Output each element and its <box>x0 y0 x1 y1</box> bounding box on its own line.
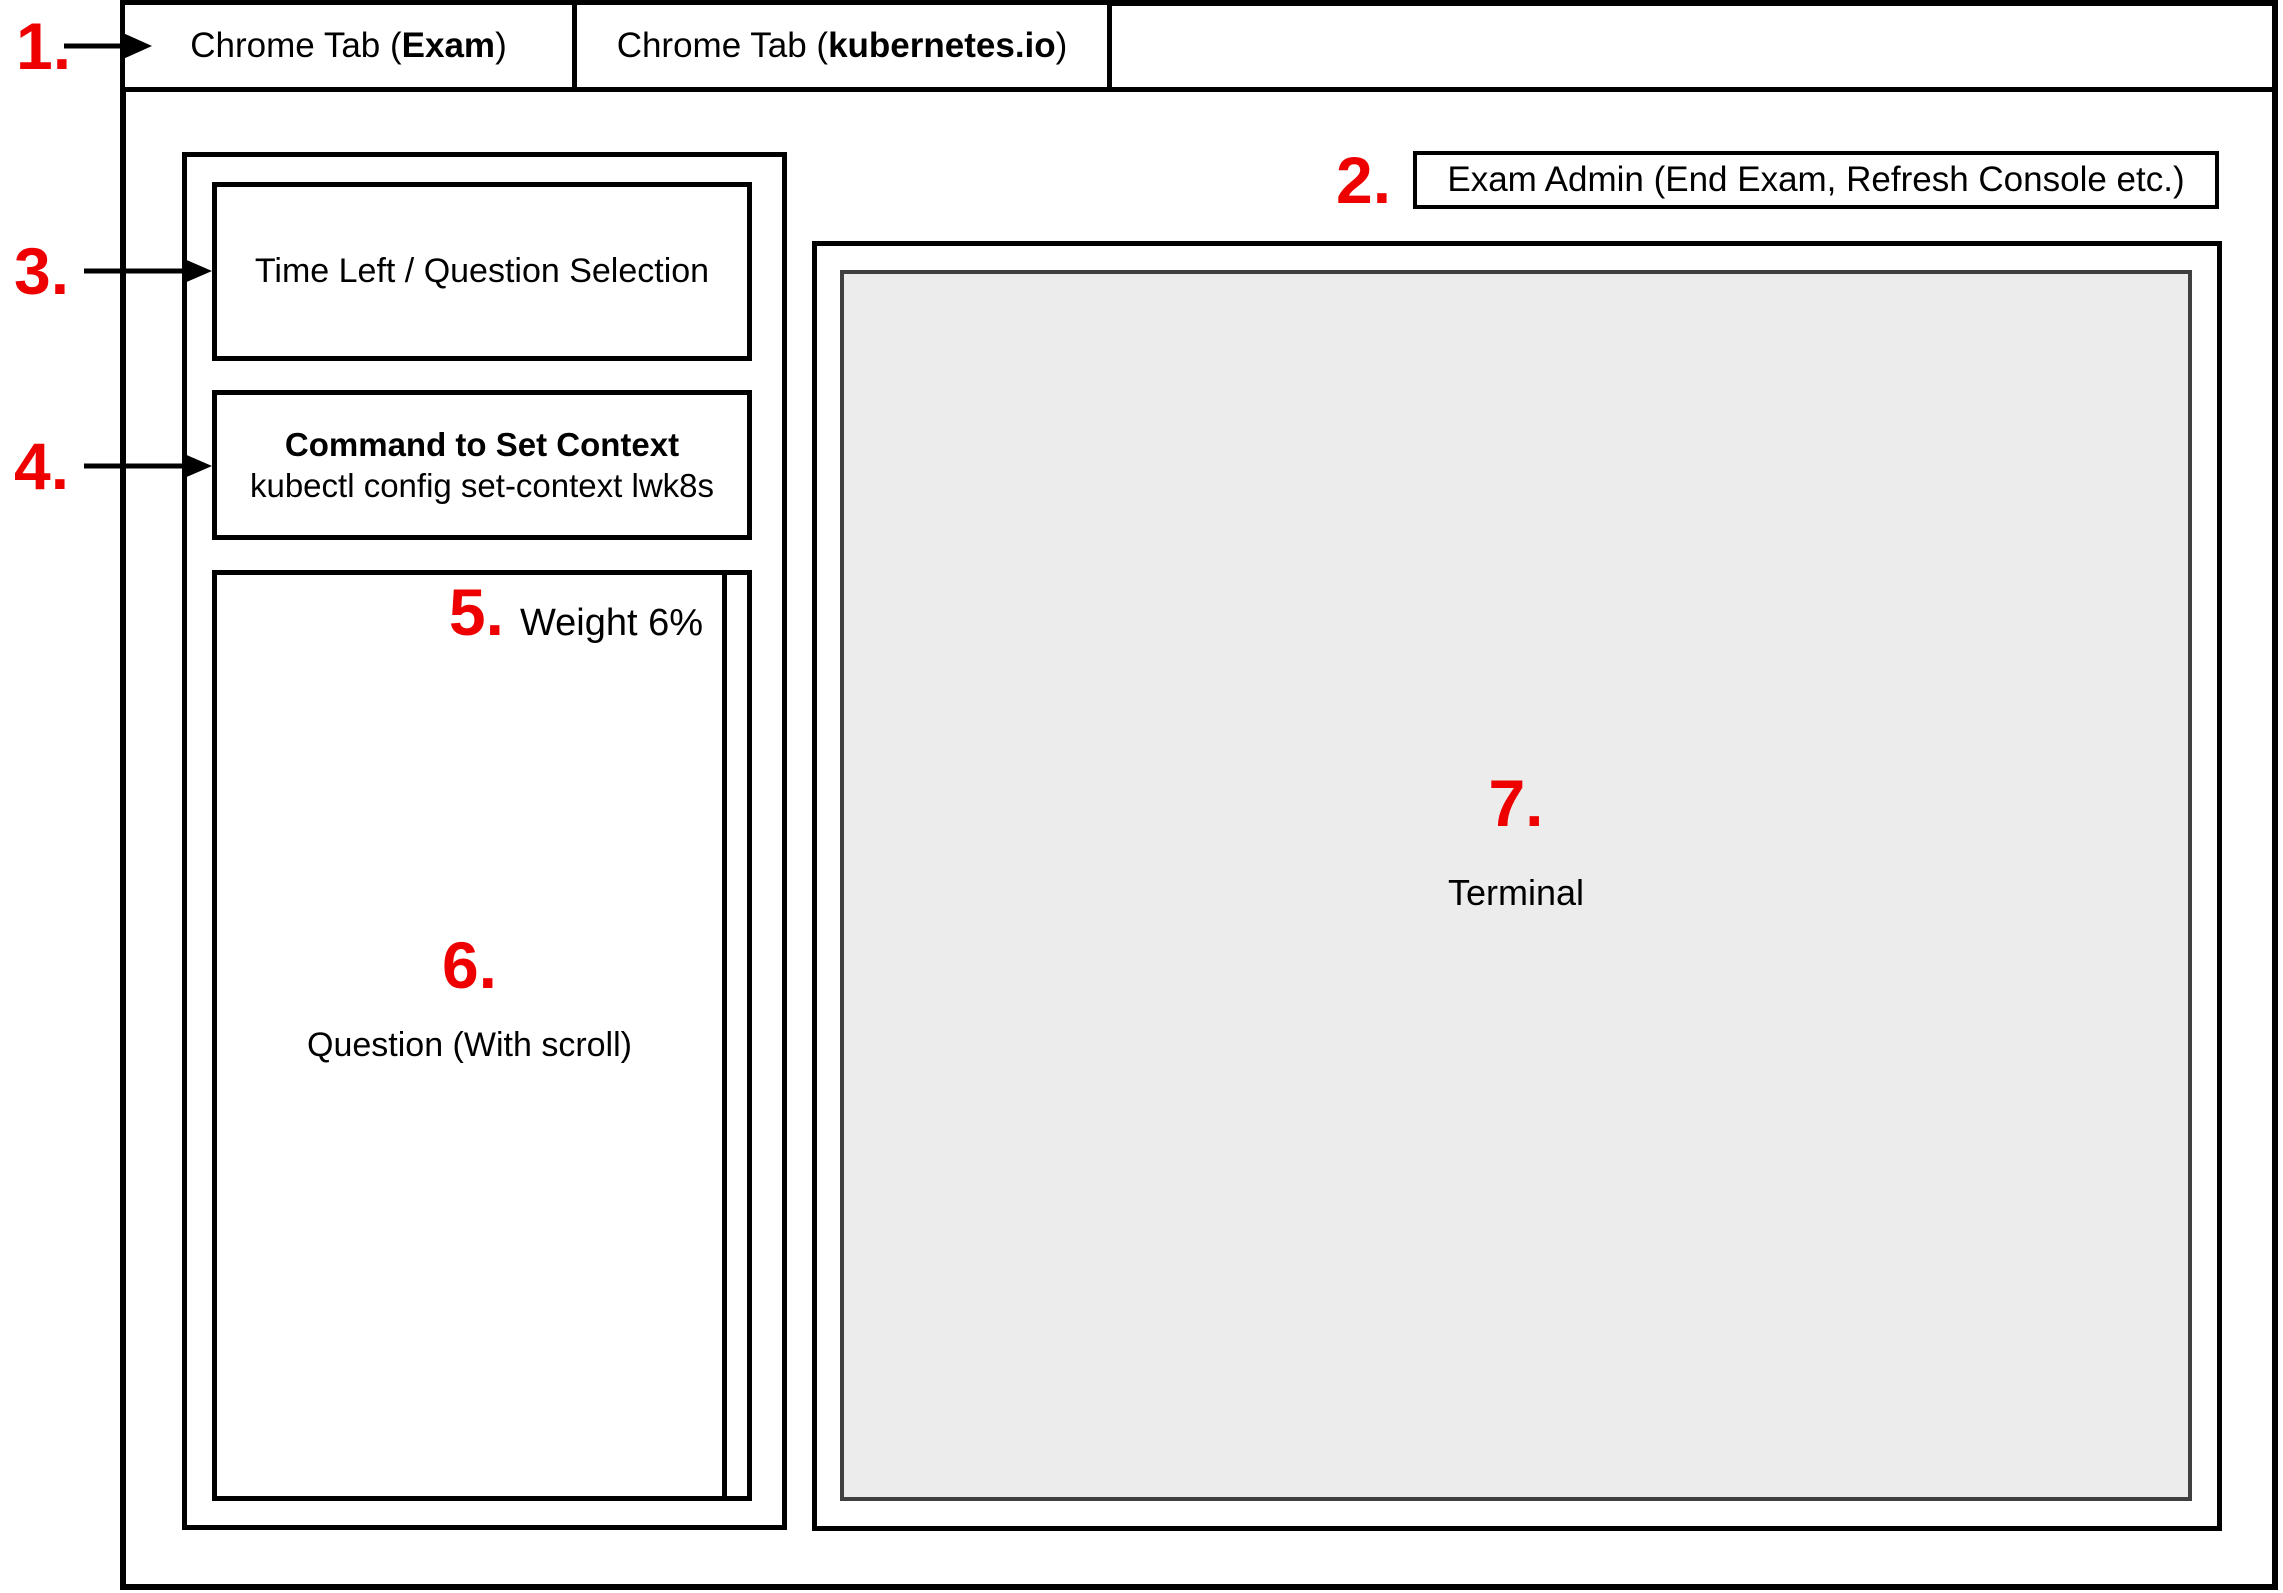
question-label: Question (With scroll) <box>307 1026 632 1064</box>
question-weight-label: Weight 6% <box>519 602 703 644</box>
terminal-area <box>840 270 2192 1501</box>
set-context-command-title: Command to Set Context <box>284 425 680 463</box>
arrow-3 <box>84 256 212 286</box>
arrow-1 <box>64 31 152 61</box>
annotation-number-1: 1. <box>16 9 72 83</box>
question-center-group <box>217 538 722 1459</box>
chrome-tab-exam <box>120 0 577 92</box>
annotation-number-7: 7. <box>1488 765 1544 840</box>
annotation-number-4: 4. <box>14 429 70 503</box>
annotation-number-2: 2. <box>1336 143 1392 217</box>
question-box <box>212 570 752 1501</box>
time-left-box <box>212 182 752 361</box>
exam-admin-box <box>1413 151 2219 209</box>
chrome-tab-kubernetes <box>577 0 1112 92</box>
annotation-number-5: 5. <box>448 575 504 649</box>
terminal-center-group <box>1447 765 1585 914</box>
annotation-number-3: 3. <box>14 234 70 308</box>
chrome-tab-exam-label: Chrome Tab (Exam) <box>190 26 507 65</box>
terminal-label: Terminal <box>1447 871 1585 913</box>
set-context-command-text: kubectl config set-context lwk8s <box>249 467 715 504</box>
question-scrollbar <box>722 575 727 1496</box>
chrome-tab-kubernetes-label: Chrome Tab (kubernetes.io) <box>616 26 1068 65</box>
set-context-command-box <box>212 390 752 540</box>
arrow-4 <box>84 451 212 481</box>
annotation-number-6: 6. <box>441 928 498 1002</box>
exam-admin-label: Exam Admin (End Exam, Refresh Console etc.) <box>1447 160 2185 199</box>
time-left-label: Time Left / Question Selection <box>254 252 710 290</box>
